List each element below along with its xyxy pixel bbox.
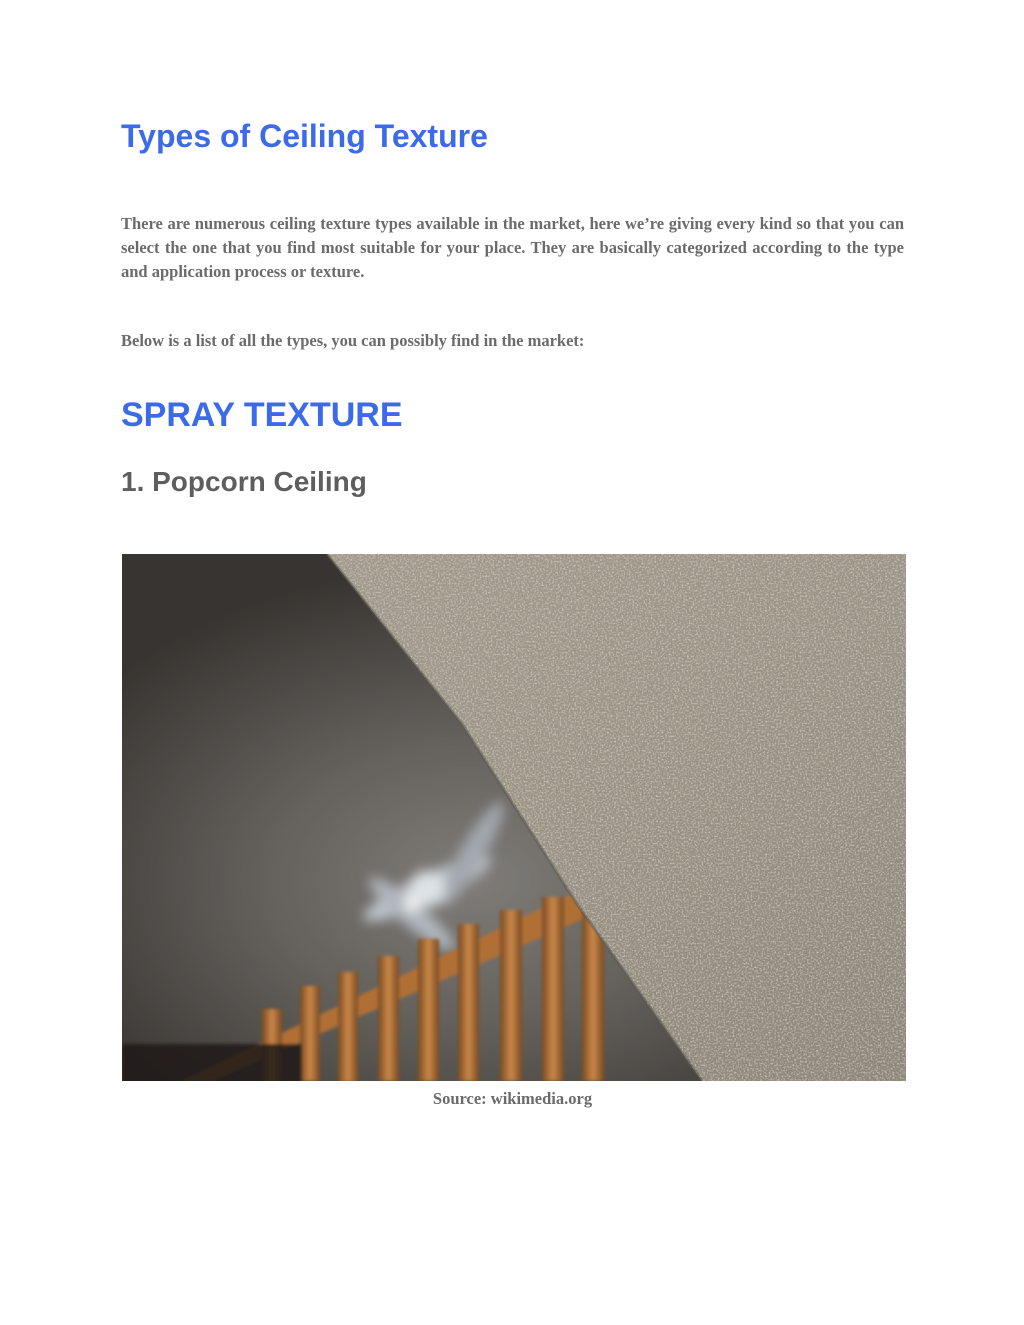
intro-paragraph: There are numerous ceiling texture types available in the market, here we’re giving every kind so that you can select the one that you find most suitable for your place. They are basically categorized according to the type and application process or texture. [121, 214, 904, 281]
section-heading: SPRAY TEXTURE [121, 396, 403, 434]
page-title: Types of Ceiling Texture [121, 118, 488, 154]
sub-heading: 1. Popcorn Ceiling [121, 466, 367, 497]
list-lead-paragraph: Below is a list of all the types, you can possibly find in the market: [121, 331, 585, 350]
figure-caption: Source: wikimedia.org [432, 1089, 593, 1108]
popcorn-ceiling-photo [122, 554, 906, 1081]
